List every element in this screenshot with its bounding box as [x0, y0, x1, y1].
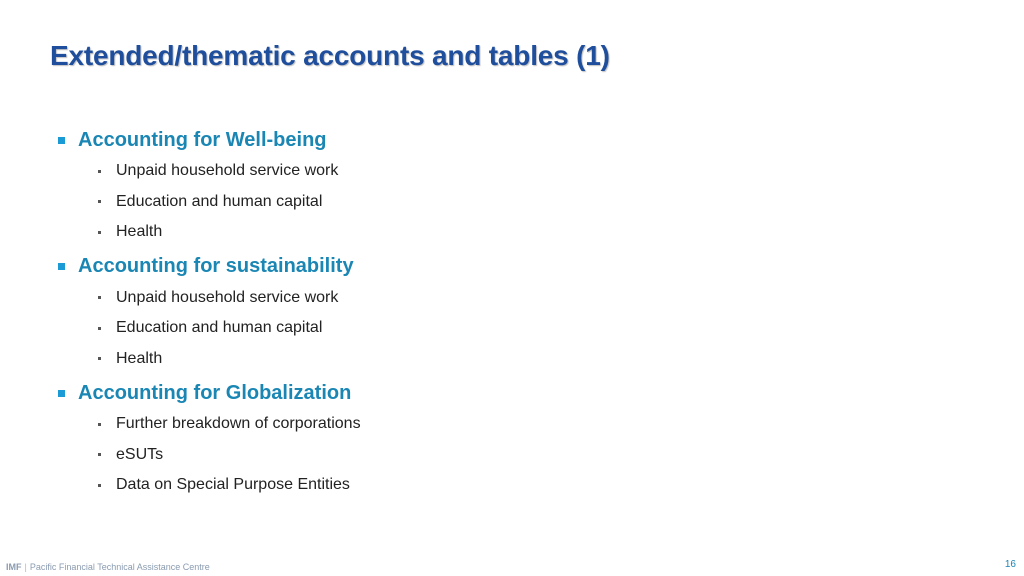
list-item-label: Health	[116, 349, 163, 367]
section-heading	[58, 251, 758, 283]
section-heading	[58, 377, 758, 409]
section-globalization	[58, 377, 758, 501]
list-item-label: Health	[116, 223, 163, 241]
small-square-bullet-icon	[98, 453, 101, 456]
square-bullet-icon	[58, 137, 65, 144]
list-item	[58, 217, 758, 248]
sub-list	[58, 156, 758, 248]
section-label: Accounting for sustainability	[78, 255, 354, 277]
bullet-content	[58, 124, 758, 501]
list-item-label: Education and human capital	[116, 192, 323, 210]
sub-list	[58, 283, 758, 375]
footer-org-logo: IMF	[6, 562, 22, 572]
list-item-label: Unpaid household service work	[116, 288, 339, 306]
small-square-bullet-icon	[98, 357, 101, 360]
small-square-bullet-icon	[98, 170, 101, 173]
footer-separator: |	[24, 562, 27, 572]
small-square-bullet-icon	[98, 484, 101, 487]
square-bullet-icon	[58, 390, 65, 397]
section-heading	[58, 124, 758, 156]
small-square-bullet-icon	[98, 231, 101, 234]
list-item-label: Education and human capital	[116, 319, 323, 337]
list-item	[58, 313, 758, 344]
list-item	[58, 409, 758, 440]
footer-text: Pacific Financial Technical Assistance Centre	[29, 562, 210, 572]
list-item-label: Data on Special Purpose Entities	[116, 476, 350, 494]
section-label: Accounting for Well-being	[78, 128, 327, 151]
square-bullet-icon	[58, 263, 65, 270]
list-item-label: Further breakdown of corporations	[116, 415, 361, 433]
small-square-bullet-icon	[98, 327, 101, 330]
small-square-bullet-icon	[98, 200, 101, 203]
list-item	[58, 156, 758, 187]
page-number: 16	[1004, 559, 1016, 570]
list-item	[58, 187, 758, 218]
list-item-label: Unpaid household service work	[116, 162, 339, 180]
slide-title: Extended/thematic accounts and tables (1)	[50, 40, 610, 71]
footer	[6, 562, 210, 572]
list-item	[58, 283, 758, 314]
small-square-bullet-icon	[98, 423, 101, 426]
section-label: Accounting for Globalization	[78, 381, 352, 404]
section-well-being	[58, 124, 758, 248]
small-square-bullet-icon	[98, 296, 101, 299]
section-sustainability	[58, 251, 758, 375]
list-item	[58, 344, 758, 375]
sub-list	[58, 409, 758, 501]
list-item	[58, 470, 758, 501]
list-item-label: eSUTs	[116, 445, 164, 463]
list-item	[58, 440, 758, 471]
